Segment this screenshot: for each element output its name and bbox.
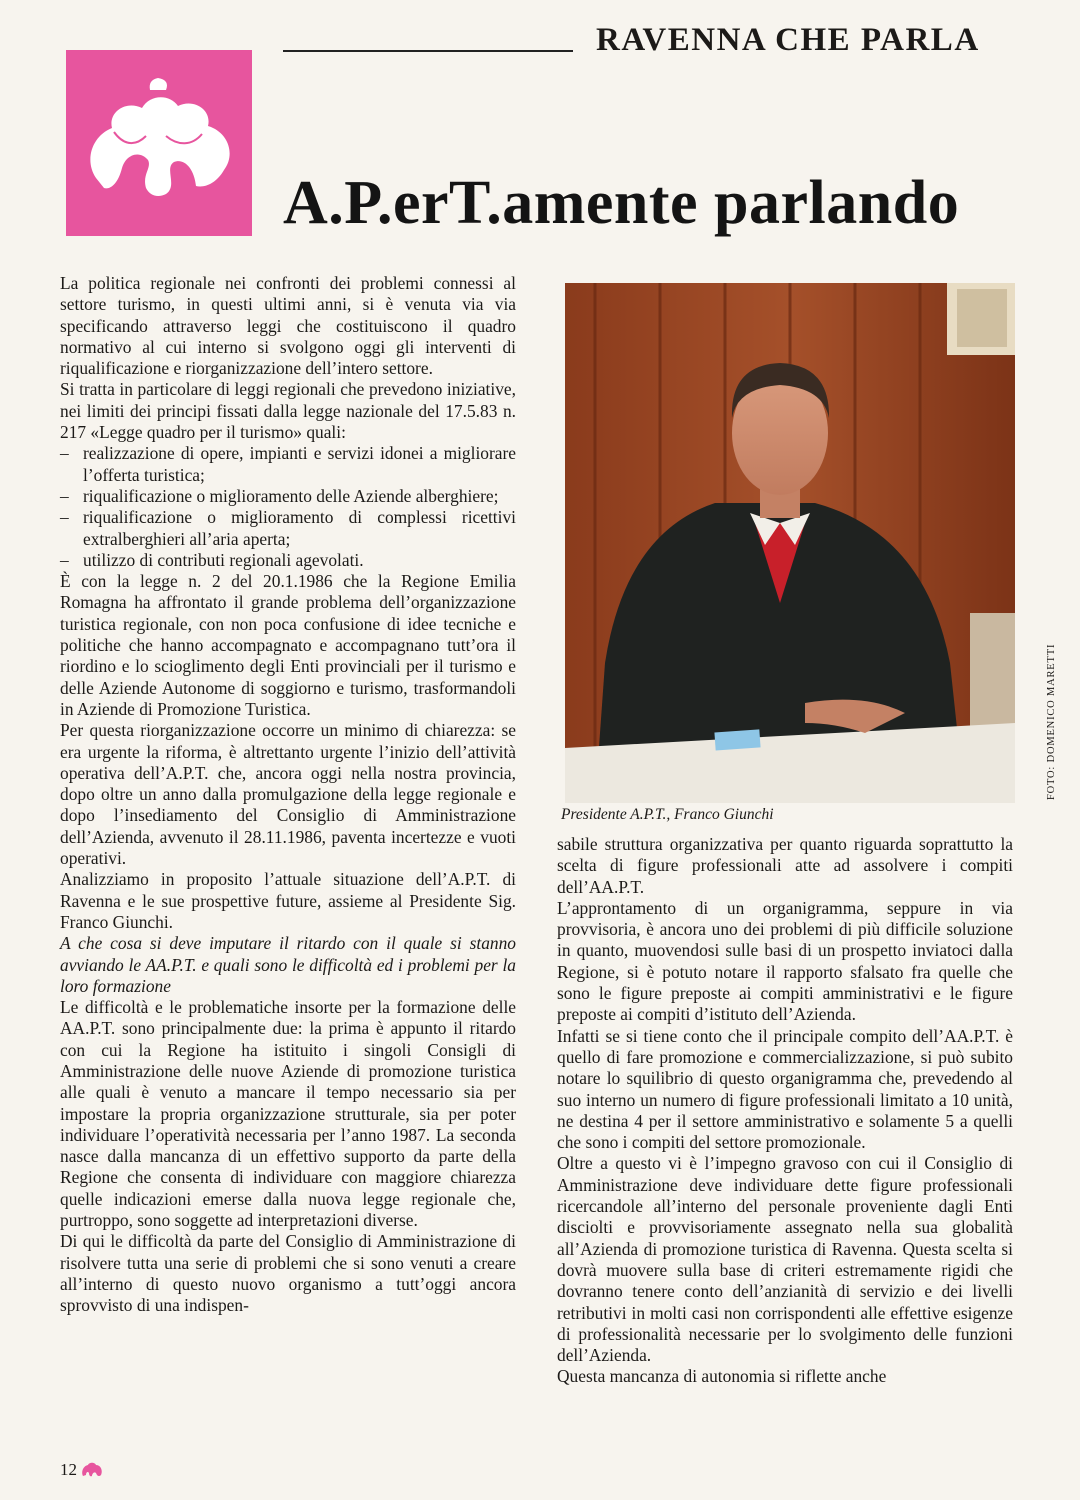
section-title: RAVENNA CHE PARLA	[596, 22, 980, 58]
right-column	[557, 834, 1013, 1388]
left-column	[60, 273, 516, 1317]
article-title: A.P.erT.amente parlando	[283, 169, 960, 237]
section-rule	[283, 50, 573, 52]
paragraph: Le difficoltà e le problematiche insorte per la formazione delle AA.P.T. sono principalmente due: la prima è appunto il ritardo con cui la Regione ha istituito i singoli Consigli di Amministrazione delle nuove Aziende di promozione turistica alle quali è venuto a mancare il tempo necessario sia per impostare la propria organizzazione strutturale, sia per poter individuare l’operatività necessaria per l’anno 1987. La seconda nasce dalla mancanza di un effettivo supporto da parte della Regione che consenta di individuare con maggiore chiarezza quelle indicazioni emerse dalla nuova legge regionale che, purtroppo, sono soggette ad interpretazioni diverse.	[60, 997, 516, 1231]
pineapple-flower-logo-icon	[66, 50, 252, 236]
paragraph: Oltre a questo vi è l’impegno gravoso con cui il Consiglio di Amministrazione deve individuare dette figure professionali ricercandole all’interno del personale proveniente dagli Enti disciolti e provvisoriamente assegnato nella sua globalità all’Azienda di promozione turistica di Ravenna. Questa scelta si dovrà muovere sulla base di criteri estremamente rigidi che dovranno tenere conto dell’anzianità di servizio e dei livelli retributivi in molti casi non corrispondenti alle effettive esigenze di professionalità necessarie per lo svolgimento delle funzioni dell’Azienda.	[557, 1153, 1013, 1366]
paragraph: Infatti se si tiene conto che il principale compito dell’AA.P.T. è quello di fare promozione e commercializzazione, si può subito notare lo squilibrio di questo organigramma che, prevedendo al suo interno un numero di figure professionali limitato a 10 unità, ne destina 4 per il settore amministrativo e solamente 5 a quelli che sono i compiti del settore promozionale.	[557, 1025, 1013, 1153]
paragraph: Di qui le difficoltà da parte del Consiglio di Amministrazione di risolvere tutta una serie di problemi che si sono venuti a creare all’interno di questo nuovo organismo a tutt’oggi ancora sprovvisto di una indispen-	[60, 1231, 516, 1316]
paragraph: Per questa riorganizzazione occorre un minimo di chiarezza: se era urgente la riforma, è altrettanto urgente l’inizio dell’attività operativa dell’A.P.T. che, ancora oggi nella nostra provincia, dopo oltre un anno dalla promulgazione della legge regionale e dopo l’insediamento del Consiglio di Amministrazione dell’Azienda, avvenuto il 28.11.1986, paventa incertezze e vuoti operativi.	[60, 720, 516, 869]
paragraph: Si tratta in particolare di leggi regionali che prevedono iniziative, nei limiti dei principi fissati dalla legge nazionale del 17.5.83 n. 217 «Legge quadro per il turismo» quali:	[60, 379, 516, 443]
page-number: 12	[60, 1460, 77, 1479]
paragraph: sabile struttura organizzativa per quanto riguarda soprattutto la scelta di figure professionali atte ad assolvere i compiti dell’AA.P.T.	[557, 834, 1013, 897]
paragraph: L’approntamento di un organigramma, seppure in via provvisoria, è ancora uno dei problemi di più difficile soluzione in quanto, muovendosi sulle basi di un prospetto inviatoci dalla Regione, si è potuto notare il rapporto sfalsato fra quelle che sono le figure preposte ai compiti amministrativi e le figure preposte ai compiti d’istituto dell’Azienda.	[557, 897, 1013, 1025]
photo-caption: Presidente A.P.T., Franco Giunchi	[561, 806, 774, 823]
paragraph: Analizziamo in proposito l’attuale situazione dell’A.P.T. di Ravenna e le sue prospettive future, assieme al Presidente Sig. Franco Giunchi.	[60, 869, 516, 932]
paragraph: Questa mancanza di autonomia si riflette anche	[557, 1366, 887, 1387]
list-item: – realizzazione di opere, impianti e servizi idonei a migliorare l’offerta turistica;	[60, 443, 516, 486]
bullet-list	[60, 443, 516, 571]
list-item: – riqualificazione o miglioramento di complessi ricettivi extralberghieri all’aria aperta;	[60, 507, 516, 550]
portrait-photo	[565, 283, 1015, 803]
interview-question: A che cosa si deve imputare il ritardo con il quale si stanno avviando le AA.P.T. e quali sono le difficoltà ed i problemi per la loro formazione	[60, 933, 516, 996]
photo-credit: FOTO: DOMENICO MARETTI	[1046, 643, 1057, 800]
list-item: – utilizzo di contributi regionali agevolati.	[60, 550, 516, 571]
paragraph: La politica regionale nei confronti dei problemi connessi al settore turismo, in questi ultimi anni, si è venuta via via specificando attraverso leggi che costituiscono il quadro normativo al cui interno si svolgono oggi gli interventi di riqualificazione e riorganizzazione dell’intero settore.	[60, 273, 516, 379]
paragraph: È con la legge n. 2 del 20.1.1986 che la Regione Emilia Romagna ha affrontato il grande problema dell’organizzazione turistica regionale, con non poca confusione di idee tecniche e politiche che hanno accompagnato e accompagnano tutt’ora il riordino e lo scioglimento degli Enti provinciali per il turismo e delle Aziende Autonome di soggiorno e turismo, trasformandoli in Aziende di Promozione Turistica.	[60, 571, 516, 719]
list-item: – riqualificazione o miglioramento delle Aziende alberghiere;	[60, 486, 516, 507]
pink-flower-icon	[81, 1460, 103, 1482]
